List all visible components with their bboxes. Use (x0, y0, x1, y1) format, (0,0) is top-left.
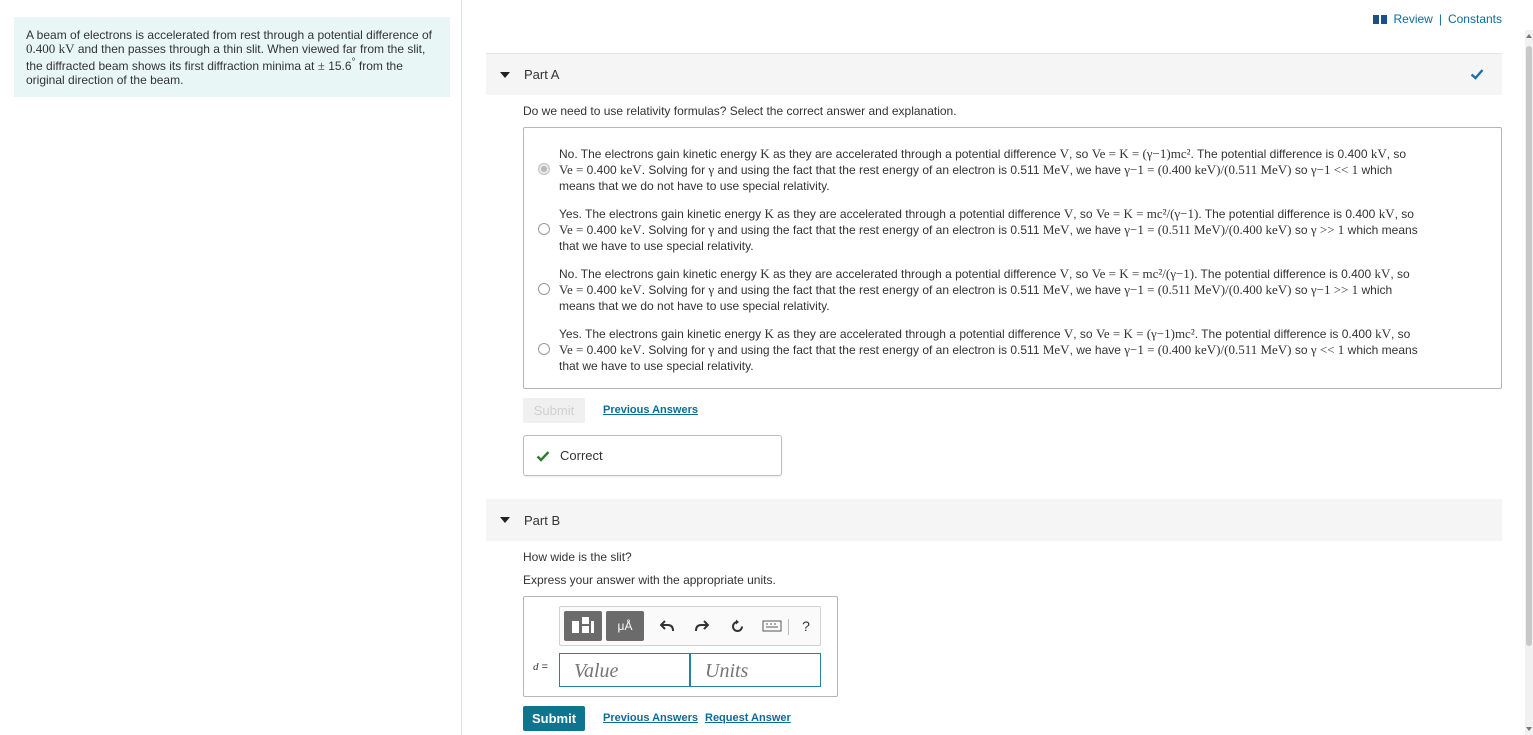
checkmark-icon (1470, 67, 1484, 81)
value: 0.400 (586, 163, 617, 177)
var-v: V (1063, 206, 1074, 221)
scroll-thumb[interactable] (1526, 46, 1532, 646)
option-text: so (1294, 283, 1308, 297)
feedback-text: Correct (560, 448, 603, 463)
option-text: means that we do not have to use special relativity. (559, 179, 830, 193)
value: 0.400 (586, 223, 617, 237)
units-icon[interactable] (606, 611, 644, 641)
option-text: , we have (1069, 283, 1121, 297)
checkmark-icon (536, 450, 550, 462)
option-text: , so (1386, 147, 1407, 161)
equation: γ << 1 (1310, 342, 1345, 357)
option-4[interactable] (559, 326, 1464, 374)
answer-options (523, 127, 1502, 389)
gamma-symbol: γ (708, 162, 715, 177)
option-text: as they are accelerated through a potential difference (772, 267, 1057, 281)
option-3[interactable] (559, 266, 1464, 314)
equation: γ−1 = (0.511 MeV)/(0.400 keV) (1124, 222, 1292, 237)
option-text: Yes. The electrons gain kinetic energy (559, 207, 762, 221)
redo-icon[interactable] (691, 611, 713, 641)
option-text: which (1361, 283, 1393, 297)
radio-option-1[interactable] (538, 163, 550, 175)
unit: kV (1370, 146, 1387, 161)
option-1[interactable] (559, 146, 1464, 194)
option-text: so (1294, 343, 1308, 357)
var-k: K (760, 266, 770, 281)
option-text: which means (1347, 223, 1418, 237)
option-text: , so (1069, 267, 1089, 281)
unit: keV (620, 282, 642, 297)
d-field-label (533, 661, 548, 673)
radio-option-3[interactable] (538, 283, 550, 295)
var-v: V (1063, 326, 1074, 341)
var-v: V (1059, 146, 1070, 161)
option-text: and using the fact that the rest energy of an electron is 0.511 (717, 223, 1040, 237)
option-text: No. The electrons gain kinetic energy (559, 267, 757, 281)
radio-option-4[interactable] (538, 343, 550, 355)
option-text: , so (1394, 207, 1414, 221)
option-text: . The potential difference is 0.400 (1198, 207, 1376, 221)
unit: kV (1378, 206, 1395, 221)
math-toolbar (559, 606, 821, 646)
constants-link[interactable]: Constants (1447, 12, 1502, 26)
option-text: so (1294, 223, 1308, 237)
option-text: . Solving for (641, 283, 706, 297)
reset-icon[interactable] (726, 611, 748, 641)
var-k: K (760, 146, 770, 161)
equation: γ >> 1 (1310, 222, 1345, 237)
unit: MeV (1042, 222, 1070, 237)
help-icon[interactable]: ? (802, 618, 810, 634)
option-2[interactable] (559, 206, 1464, 254)
value: 0.400 (586, 283, 617, 297)
unit: kV (1375, 326, 1391, 341)
units-icon-label: μÅ (617, 619, 633, 633)
toolbar-divider (788, 619, 789, 635)
part-b-submit-button[interactable]: Submit (523, 706, 585, 731)
option-text: No. The electrons gain kinetic energy (559, 147, 757, 161)
option-text: , we have (1069, 163, 1121, 177)
equation: γ−1 >> 1 (1310, 282, 1359, 297)
part-a-header[interactable] (486, 53, 1502, 95)
scroll-down-arrow-icon[interactable] (1526, 727, 1532, 731)
equation: Ve = (559, 162, 584, 177)
scroll-up-arrow-icon[interactable] (1526, 34, 1532, 38)
equation: γ−1 = (0.400 keV)/(0.511 MeV) (1124, 162, 1292, 177)
var-k: K (764, 326, 774, 341)
option-text: as they are accelerated through a potential difference (777, 207, 1061, 221)
part-b-instruction: Express your answer with the appropriate units. (523, 573, 776, 587)
feedback-correct (523, 435, 782, 476)
unit: keV (620, 222, 642, 237)
intro-line-3b: from the (358, 59, 403, 73)
part-a-previous-answers-link[interactable]: Previous Answers (603, 404, 698, 416)
option-text: , so (1390, 267, 1410, 281)
option-text: means that we do not have to use special relativity. (559, 299, 830, 313)
option-text: . The potential difference is 0.400 (1194, 327, 1372, 341)
equation: Ve = K = (γ−1)mc² (1095, 326, 1195, 341)
equation: γ−1 = (0.400 keV)/(0.511 MeV) (1124, 342, 1292, 357)
keyboard-icon[interactable] (759, 611, 785, 641)
option-text: , so (1390, 327, 1411, 341)
request-answer-link[interactable]: Request Answer (705, 712, 791, 724)
answer-widget (523, 596, 838, 697)
radio-option-2[interactable] (538, 223, 550, 235)
equals-sign: = (541, 661, 548, 673)
intro-line-3: the diffracted beam shows its first diffraction minima at (26, 59, 315, 73)
problem-statement (14, 17, 450, 97)
intro-voltage-value: 0.400 (26, 41, 56, 56)
option-text: as they are accelerated through a potential difference (777, 327, 1061, 341)
option-text: . The potential difference is 0.400 (1194, 267, 1372, 281)
option-text: , so (1073, 327, 1093, 341)
value: 0.400 (586, 343, 617, 357)
option-text: . Solving for (641, 163, 706, 177)
unit: MeV (1042, 162, 1070, 177)
intro-line-4: original direction of the beam. (26, 73, 184, 87)
equation: γ−1 << 1 (1310, 162, 1359, 177)
option-text: which (1361, 163, 1393, 177)
problem-panel (0, 0, 462, 735)
intro-line-1: A beam of electrons is accelerated from rest through a potential difference of (26, 28, 433, 42)
var-v: V (1059, 266, 1070, 281)
unit: MeV (1042, 282, 1070, 297)
part-a-question: Do we need to use relativity formulas? Select the correct answer and explanation. (523, 104, 957, 118)
option-text: . The potential difference is 0.400 (1190, 147, 1368, 161)
equation: Ve = K = (γ−1)mc² (1091, 146, 1191, 161)
option-text: which means (1347, 343, 1418, 357)
option-text: Yes. The electrons gain kinetic energy (559, 327, 762, 341)
equation: Ve = (559, 282, 584, 297)
part-b-header[interactable] (486, 499, 1502, 541)
variable-d: d (533, 661, 539, 673)
option-text: that we have to use special relativity. (559, 239, 754, 253)
unit: MeV (1042, 342, 1070, 357)
intro-voltage-unit: kV (58, 41, 75, 56)
equation: Ve = K = mc²/(γ−1) (1091, 266, 1195, 281)
option-text: , so (1073, 207, 1093, 221)
collapse-triangle-icon[interactable] (500, 517, 510, 523)
units-input[interactable] (690, 653, 821, 687)
part-a-submit-button[interactable]: Submit (523, 398, 585, 423)
unit: keV (620, 342, 642, 357)
option-text: , we have (1069, 343, 1121, 357)
gamma-symbol: γ (708, 282, 715, 297)
part-b-title: Part B (524, 512, 561, 528)
option-text: . Solving for (641, 223, 706, 237)
equation: Ve = (559, 342, 584, 357)
var-k: K (764, 206, 774, 221)
option-text: as they are accelerated through a potential difference (772, 147, 1057, 161)
part-b-previous-answers-link[interactable]: Previous Answers (603, 712, 698, 724)
gamma-symbol: γ (708, 342, 715, 357)
unit: kV (1374, 266, 1391, 281)
equation: Ve = K = mc²/(γ−1) (1095, 206, 1199, 221)
option-text: . Solving for (641, 343, 706, 357)
undo-icon[interactable] (656, 611, 678, 641)
option-text: and using the fact that the rest energy of an electron is 0.511 (717, 283, 1040, 297)
intro-plusminus: ± (317, 58, 325, 73)
link-separator: | (1438, 12, 1442, 26)
unit: keV (620, 162, 642, 177)
collapse-triangle-icon[interactable] (500, 72, 510, 78)
part-a-title: Part A (524, 67, 560, 82)
templates-icon[interactable] (564, 611, 602, 641)
intro-line-2: and then passes through a thin slit. When viewed far from the slit, (77, 42, 426, 56)
option-text: so (1294, 163, 1308, 177)
option-text: and using the fact that the rest energy of an electron is 0.511 (717, 163, 1040, 177)
option-text: and using the fact that the rest energy of an electron is 0.511 (717, 343, 1040, 357)
gamma-symbol: γ (708, 222, 715, 237)
equation: γ−1 = (0.511 MeV)/(0.400 keV) (1124, 282, 1292, 297)
equation: Ve = (559, 222, 584, 237)
option-text: that we have to use special relativity. (559, 359, 754, 373)
intro-angle-value: 15.6 (328, 59, 352, 73)
value-input[interactable] (559, 653, 690, 687)
page-scrollbar[interactable] (1525, 30, 1533, 735)
review-link[interactable]: Review (1393, 12, 1433, 26)
part-b-question: How wide is the slit? (523, 550, 632, 564)
intro-degree-symbol: ° (351, 57, 356, 68)
book-icon (1373, 15, 1387, 24)
option-text: , we have (1069, 223, 1121, 237)
option-text: , so (1069, 147, 1089, 161)
review-constants-links (1373, 12, 1502, 26)
